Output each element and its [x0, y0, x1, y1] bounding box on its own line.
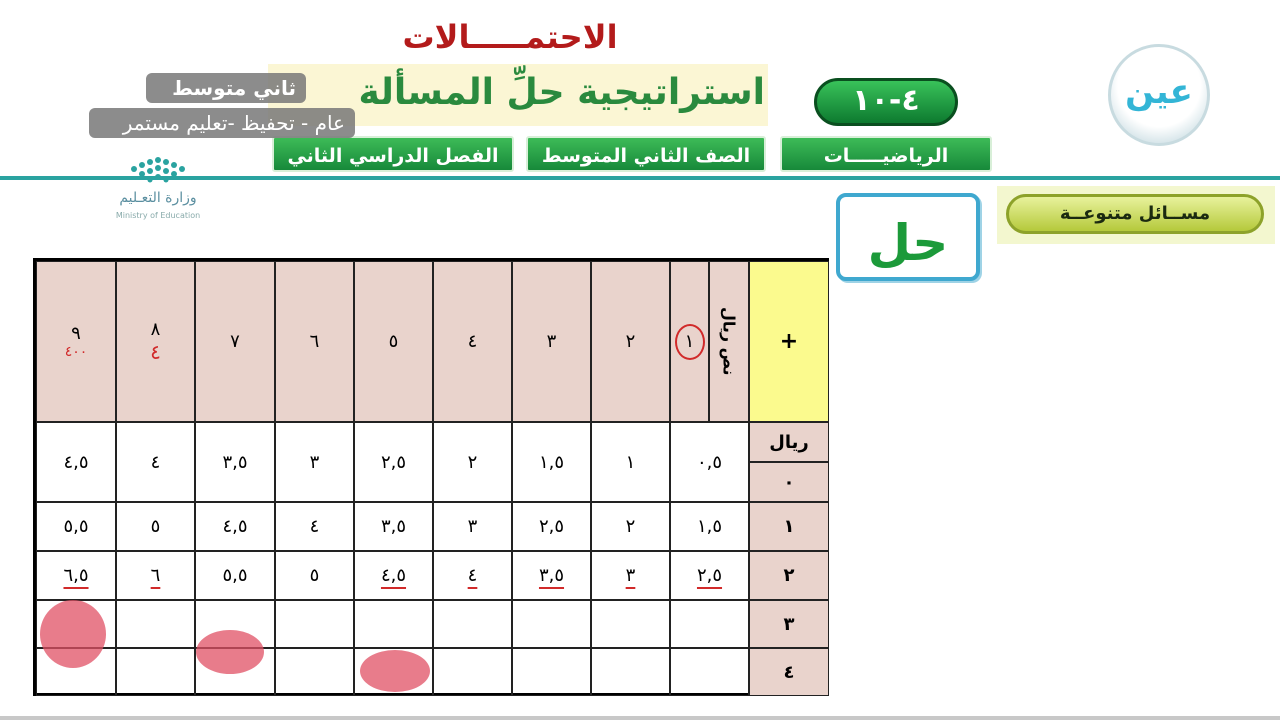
table-cell — [275, 648, 354, 696]
overlay-grade-label: ثاني متوسط — [146, 73, 306, 103]
table-cell — [670, 600, 749, 648]
table-cell — [116, 551, 195, 600]
table-cell: ٤,٥ — [195, 502, 275, 551]
row-label-2: ٢ — [749, 551, 829, 600]
table-cell: ٥ — [275, 551, 354, 600]
table-cell: ٥,٥ — [36, 502, 116, 551]
table-cell — [591, 648, 670, 696]
column-header-9 — [36, 261, 116, 422]
table-cell-value: ٦ — [150, 565, 161, 586]
subject-tag: الرياضيـــــات — [780, 136, 992, 172]
row-label-header: ريال — [749, 422, 829, 462]
column-header-half-riyal-label: نص ريال — [719, 307, 739, 376]
bottom-border — [0, 716, 1280, 720]
probability-table — [33, 258, 829, 696]
column-header-half-riyal — [709, 261, 749, 422]
page-title: الاحتمـــــالات — [402, 18, 618, 56]
table-cell — [433, 600, 512, 648]
table-cell: ١ — [591, 422, 670, 502]
handwritten-note: ٤ — [150, 340, 161, 364]
column-header-1-label: ١ — [684, 331, 695, 352]
table-cell: ٤ — [116, 422, 195, 502]
table-cell: ٣,٥ — [195, 422, 275, 502]
row-label-4: ٤ — [749, 648, 829, 696]
table-cell-value: ٣,٥ — [538, 565, 565, 586]
table-cell-value: ٤ — [467, 565, 478, 586]
table-cell — [670, 551, 749, 600]
section-label: مســائل متنوعــة — [1006, 194, 1264, 234]
table-cell-value: ٤,٥ — [380, 565, 407, 586]
brand-logo-text: عين — [1125, 72, 1193, 112]
column-header-8-label: ٨ — [150, 319, 161, 340]
overlay-program-label: عام - تحفيظ -تعليم مستمر — [89, 108, 355, 138]
table-cell — [36, 551, 116, 600]
column-header-6: ٦ — [275, 261, 354, 422]
ministry-name-english: Ministry of Education — [115, 211, 201, 220]
column-header-5: ٥ — [354, 261, 433, 422]
table-cell-value: ٦,٥ — [63, 565, 89, 586]
circled-annotation — [675, 324, 705, 360]
table-cell — [670, 648, 749, 696]
table-cell: ٤ — [275, 502, 354, 551]
column-header-4: ٤ — [433, 261, 512, 422]
table-cell: ٢,٥ — [354, 422, 433, 502]
table-cell: ٣ — [433, 502, 512, 551]
table-cell: ٢,٥ — [512, 502, 591, 551]
table-cell: ٢ — [591, 502, 670, 551]
table-cell: ١,٥ — [670, 502, 749, 551]
table-cell — [591, 551, 670, 600]
lesson-number-badge: ٤-١٠ — [814, 78, 958, 126]
handwritten-note: ٤٠٠ — [64, 344, 88, 360]
table-cell: ٤,٥ — [36, 422, 116, 502]
table-cell — [512, 551, 591, 600]
column-header-8 — [116, 261, 195, 422]
column-header-1 — [670, 261, 709, 422]
table-cell — [354, 551, 433, 600]
table-cell — [354, 600, 433, 648]
table-corner-plus: + — [749, 261, 829, 422]
table-cell: ٠,٥ — [670, 422, 749, 502]
ministry-name-arabic: وزارة التعـليم — [119, 190, 197, 206]
table-cell: ٢ — [433, 422, 512, 502]
table-cell — [512, 648, 591, 696]
column-header-9-label: ٩ — [71, 323, 81, 344]
table-cell — [275, 600, 354, 648]
table-cell: ٥,٥ — [195, 551, 275, 600]
column-header-7: ٧ — [195, 261, 275, 422]
table-cell: ١,٥ — [512, 422, 591, 502]
term-tag: الفصل الدراسي الثاني — [272, 136, 514, 172]
table-cell-value: ٢,٥ — [696, 565, 723, 586]
table-cell — [512, 600, 591, 648]
lesson-title: استراتيجية حلِّ المسألة — [358, 72, 765, 113]
column-header-2: ٢ — [591, 261, 670, 422]
table-cell: ٥ — [116, 502, 195, 551]
table-cell — [116, 648, 195, 696]
table-cell: ٣,٥ — [354, 502, 433, 551]
table-cell-value: ٣ — [625, 565, 636, 586]
table-cell — [591, 600, 670, 648]
row-label-0: ٠ — [749, 462, 829, 502]
table-cell: ٣ — [275, 422, 354, 502]
highlight-mark — [360, 650, 430, 692]
highlight-mark — [40, 600, 106, 668]
grade-tag: الصف الثاني المتوسط — [526, 136, 766, 172]
table-cell — [433, 551, 512, 600]
table-cell — [433, 648, 512, 696]
table-cell — [116, 600, 195, 648]
solve-label: حل — [867, 214, 949, 272]
row-label-3: ٣ — [749, 600, 829, 648]
column-header-3: ٣ — [512, 261, 591, 422]
row-label-1: ١ — [749, 502, 829, 551]
highlight-mark — [196, 630, 264, 674]
